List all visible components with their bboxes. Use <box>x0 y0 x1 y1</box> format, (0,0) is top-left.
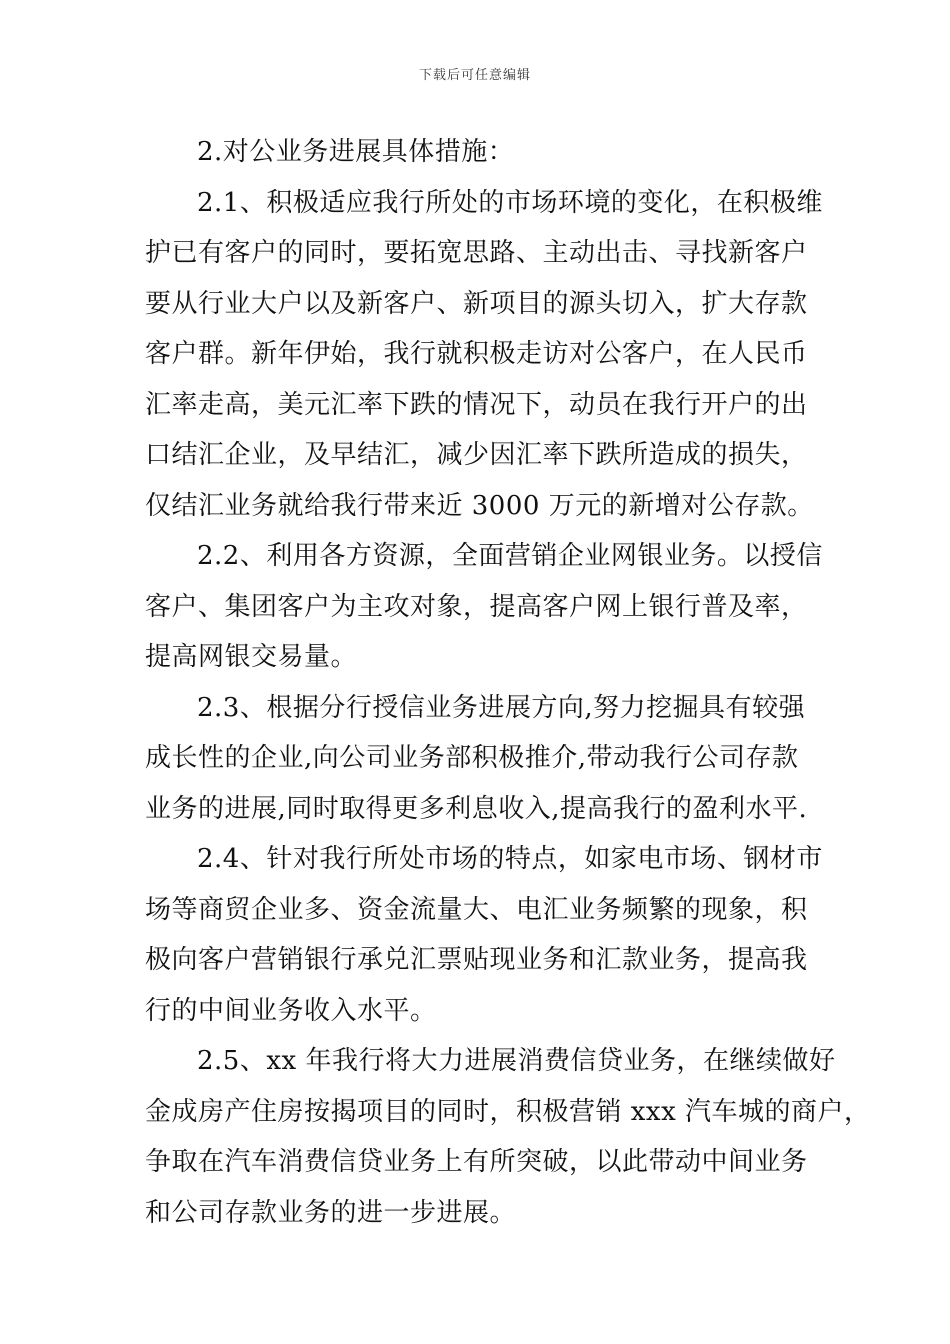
paragraph-line: 2.对公业务进展具体措施： <box>197 137 515 167</box>
paragraph-2-3 <box>145 683 810 835</box>
paragraph-2-5 <box>145 1036 871 1238</box>
paragraph-line: 和公司存款业务的进一步进展。 <box>145 1197 517 1228</box>
paragraph-line: 2.3、根据分行授信业务进展方向,努力挖掘具有较强 <box>197 692 806 723</box>
paragraph-line: 金成房产住房按揭项目的同时，积极营销 xxx 汽车城的商户， <box>145 1096 871 1127</box>
paragraph-2-1 <box>145 178 823 532</box>
paragraph-line: 业务的进展,同时取得更多利息收入,提高我行的盈利水平. <box>145 793 808 824</box>
paragraph-line: 2.5、xx 年我行将大力进展消费信贷业务，在继续做好 <box>197 1046 836 1076</box>
page-header-note: 下载后可任意编辑 <box>418 68 531 83</box>
section-heading <box>145 127 810 178</box>
paragraph-line: 2.2、利用各方资源，全面营销企业网银业务。以授信 <box>197 541 823 571</box>
paragraph-line: 2.4、针对我行所处市场的特点，如家电市场、钢材市 <box>197 844 823 874</box>
paragraph-line: 成长性的企业,向公司业务部积极推介,带动我行公司存款 <box>145 743 799 773</box>
paragraph-line: 争取在汽车消费信贷业务上有所突破，以此带动中间业务 <box>145 1147 808 1177</box>
paragraph-line: 护已有客户的同时，要拓宽思路、主动出击、寻找新客户 <box>145 238 808 268</box>
paragraph-line: 客户、集团客户为主攻对象，提高客户网上银行普及率， <box>145 591 808 622</box>
paragraph-2-4 <box>145 834 823 1036</box>
document-body <box>145 127 871 1238</box>
paragraph-line: 行的中间业务收入水平。 <box>145 995 437 1026</box>
paragraph-line: 要从行业大户以及新客户、新项目的源头切入，扩大存款 <box>145 288 808 319</box>
paragraph-line: 口结汇企业，及早结汇，减少因汇率下跌所造成的损失， <box>145 440 808 470</box>
paragraph-2-2 <box>145 531 823 683</box>
paragraph-line: 2.1、积极适应我行所处的市场环境的变化，在积极维 <box>197 187 823 218</box>
paragraph-line: 极向客户营销银行承兑汇票贴现业务和汇款业务，提高我 <box>145 945 808 975</box>
paragraph-line: 场等商贸企业多、资金流量大、电汇业务频繁的现象，积 <box>145 894 808 925</box>
paragraph-line: 提高网银交易量。 <box>145 642 358 672</box>
paragraph-line: 客户群。新年伊始，我行就积极走访对公客户，在人民币 <box>145 339 808 369</box>
paragraph-line: 仅结汇业务就给我行带来近 3000 万元的新增对公存款。 <box>145 490 814 521</box>
paragraph-line: 汇率走高，美元汇率下跌的情况下，动员在我行开户的出 <box>145 389 808 420</box>
